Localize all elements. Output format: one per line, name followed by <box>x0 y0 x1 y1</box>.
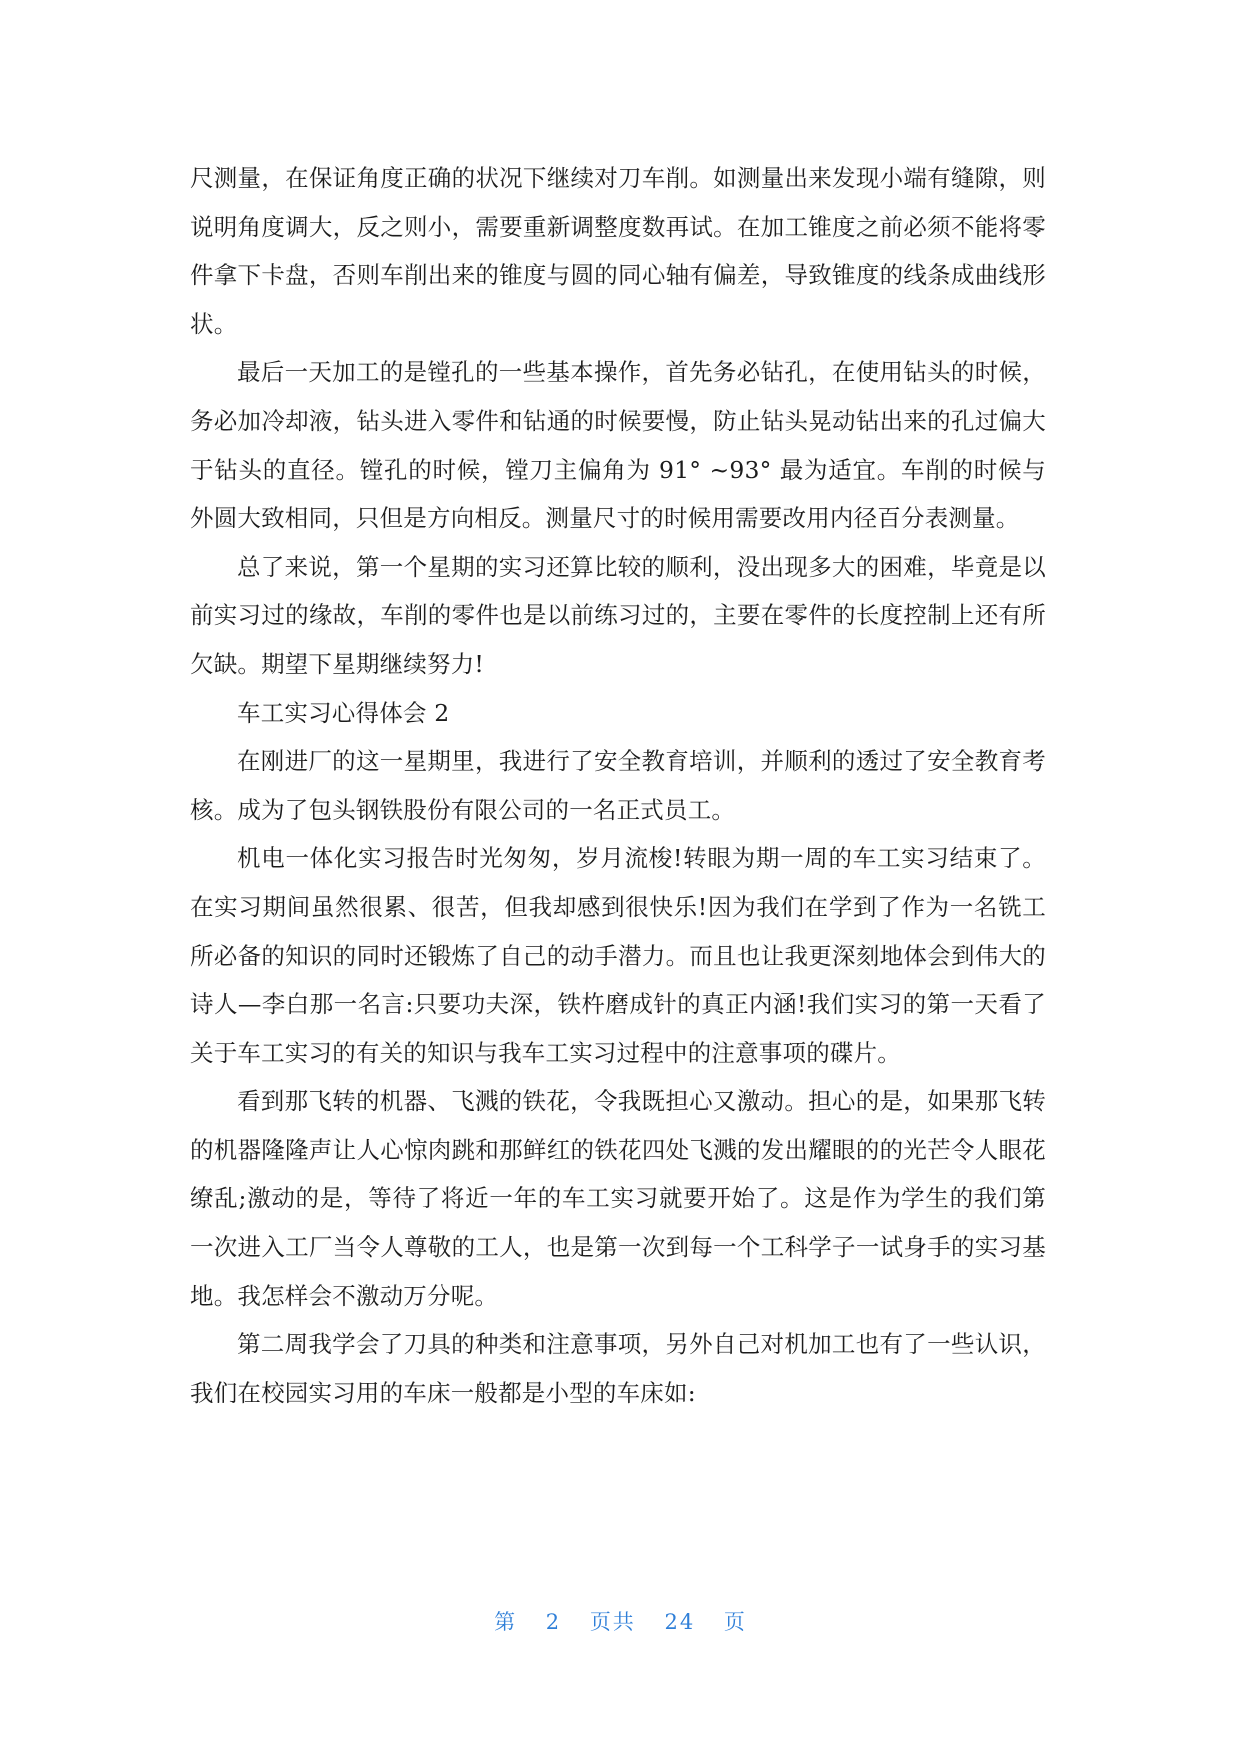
page-body <box>190 154 1046 1417</box>
footer-prefix: 第 <box>494 1610 518 1634</box>
footer-current-page: 2 <box>545 1610 562 1634</box>
page-footer <box>0 1606 1241 1636</box>
paragraph-2: 最后一天加工的是镗孔的一些基本操作，首先务必钻孔，在使用钻头的时候，务必加冷却液，钻头进入零件和钻通的时候要慢，防止钻头晃动钻出来的孔过偏大于钻头的直径。镗孔的时候，镗刀主偏角为 91° ~93° 最为适宜。车削的时候与外圆大致相同，只但是方向相反。测量尺寸的时候用需要改用内径百分表测量。 <box>190 358 1046 533</box>
paragraph-5: 机电一体化实习报告时光匆匆，岁月流梭!转眼为期一周的车工实习结束了。在实习期间虽然很累、很苦，但我却感到很快乐!因为我们在学到了作为一名铣工所必备的知识的同时还锻炼了自己的动手潜力。而且也让我更深刻地体会到伟大的诗人—李白那一名言:只要功夫深，铁杵磨成针的真正内涵!我们实习的第一天看了关于车工实习的有关的知识与我车工实习过程中的注意事项的碟片。 <box>190 844 1046 1067</box>
paragraph-4: 在刚进厂的这一星期里，我进行了安全教育培训，并顺利的透过了安全教育考核。成为了包头钢铁股份有限公司的一名正式员工。 <box>190 747 1046 824</box>
paragraph-3: 总了来说，第一个星期的实习还算比较的顺利，没出现多大的困难，毕竟是以前实习过的缘故，车削的零件也是以前练习过的，主要在零件的长度控制上还有所欠缺。期望下星期继续努力! <box>190 552 1046 678</box>
footer-suffix: 页 <box>723 1610 747 1634</box>
footer-mid: 页共 <box>589 1610 636 1634</box>
footer-total-pages: 24 <box>664 1610 696 1634</box>
paragraph-1: 尺测量，在保证角度正确的状况下继续对刀车削。如测量出来发现小端有缝隙，则说明角度调大，反之则小，需要重新调整度数再试。在加工锥度之前必须不能将零件拿下卡盘，否则车削出来的锥度与圆的同心轴有偏差，导致锥度的线条成曲线形状。 <box>190 164 1046 338</box>
section-heading: 车工实习心得体会 2 <box>237 698 450 727</box>
paragraph-6: 看到那飞转的机器、飞溅的铁花，令我既担心又激动。担心的是，如果那飞转的机器隆隆声让人心惊肉跳和那鲜红的铁花四处飞溅的发出耀眼的的光芒令人眼花缭乱;激动的是，等待了将近一年的车工实习就要开始了。这是作为学生的我们第一次进入工厂当令人尊敬的工人，也是第一次到每一个工科学子一试身手的实习基地。我怎样会不激动万分呢。 <box>190 1087 1046 1310</box>
paragraph-7: 第二周我学会了刀具的种类和注意事项，另外自己对机加工也有了一些认识，我们在校园实习用的车床一般都是小型的车床如: <box>190 1330 1046 1407</box>
